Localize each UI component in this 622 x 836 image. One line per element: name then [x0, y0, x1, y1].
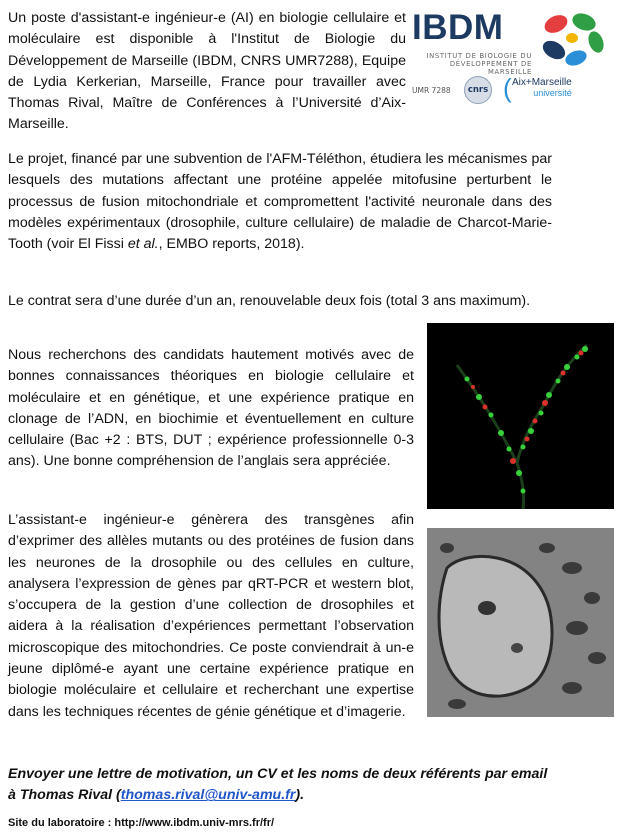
tasks-paragraph: L’assistant-e ingénieur-e génèrera des transgènes afin d’exprimer des allèles mutants ou des protéines de fusion dans les neurones de la drosophile ou des cellules en culture, analysera l’expression de gènes par qRT-PCR et western blot, s’occupera de la gestion d’une collection de drosophiles et aidera à la réalisation d’expériences permettant l’observation microscopique des mitochondries. Ce poste conviendrait à un-e jeune diplômé-e ayant une certaine expérience pratique en biologie moléculaire et cellulaire et recherchant une expertise dans les techniques récentes de génie génétique et d’imagerie. — [8, 512, 414, 720]
contract-paragraph: Le contrat sera d’une durée d’un an, renouvelable deux fois (total 3 ans maximum). — [8, 293, 531, 309]
amu-name: Aix+Marseille — [512, 77, 572, 88]
electron-microscopy-image — [427, 528, 614, 717]
email-link[interactable]: thomas.rival@univ-amu.fr — [120, 787, 296, 804]
project-paragraph — [8, 149, 552, 255]
candidates-paragraph: Nous recherchons des candidats hautement motivés avec de bonnes connaissances théoriques en biologie cellulaire et moléculaire et en génétique, et une expérience pratique en clonage de l’ADN, en biochimie et éventuellement en culture cellulaire (Bac +2 : BTS, DUT ; expérience professionnelle 0-3 ans). Une bonne compréhension de l’anglais sera appréciée. — [8, 347, 414, 470]
amu-paren-icon: ( — [503, 73, 512, 103]
logo-institute: INSTITUT DE BIOLOGIE DU DÉVELOPPEMENT DE MARSEILLE — [426, 52, 532, 76]
cta-text: Envoyer une lettre de motivation, un CV et les noms de deux référents par email à Thomas Rival ( — [8, 766, 548, 804]
project-text-2: , EMBO reports, 2018). — [158, 236, 305, 253]
amu-sub: université — [533, 88, 572, 98]
intro-paragraph: Un poste d'assistant-e ingénieur-e (AI) en biologie cellulaire et moléculaire est disponible à l'Institut de Biologie du Développement de Marseille (IBDM, CNRS UMR7288), Equipe de Lydia Kerkerian, Marseille, France pour travailler avec Thomas Rival, Maître de Conférences à l’Université d’Aix-Marseille. — [8, 10, 406, 133]
cnrs-label: cnrs — [467, 85, 489, 95]
flower-icon — [536, 10, 612, 70]
amu-logo — [503, 73, 572, 103]
lab-website: Site du laboratoire : http://www.ibdm.univ-mrs.fr/fr/ — [8, 817, 275, 829]
cta-close: ). — [295, 787, 305, 804]
application-instructions — [8, 764, 558, 807]
fluorescence-microscopy-image — [427, 323, 614, 509]
umr-label: UMR 7288 — [412, 86, 451, 95]
cnrs-logo — [464, 76, 492, 104]
ibdm-logo — [408, 6, 614, 112]
project-italic: et al. — [127, 236, 159, 253]
logo-title: IBDM — [412, 8, 504, 47]
project-text-1: Le projet, financé par une subvention de l'AFM-Téléthon, étudiera les mécanismes par lesquels des mutations affectant une protéine appelée mitofusine perturbent le processus de fusion mitochondriale et compromettent l'activité neuronale dans des modèles expérimentaux (drosophile, culture cellulaire) de maladie de Charcot-Marie-Tooth (voir El Fissi — [8, 151, 552, 253]
